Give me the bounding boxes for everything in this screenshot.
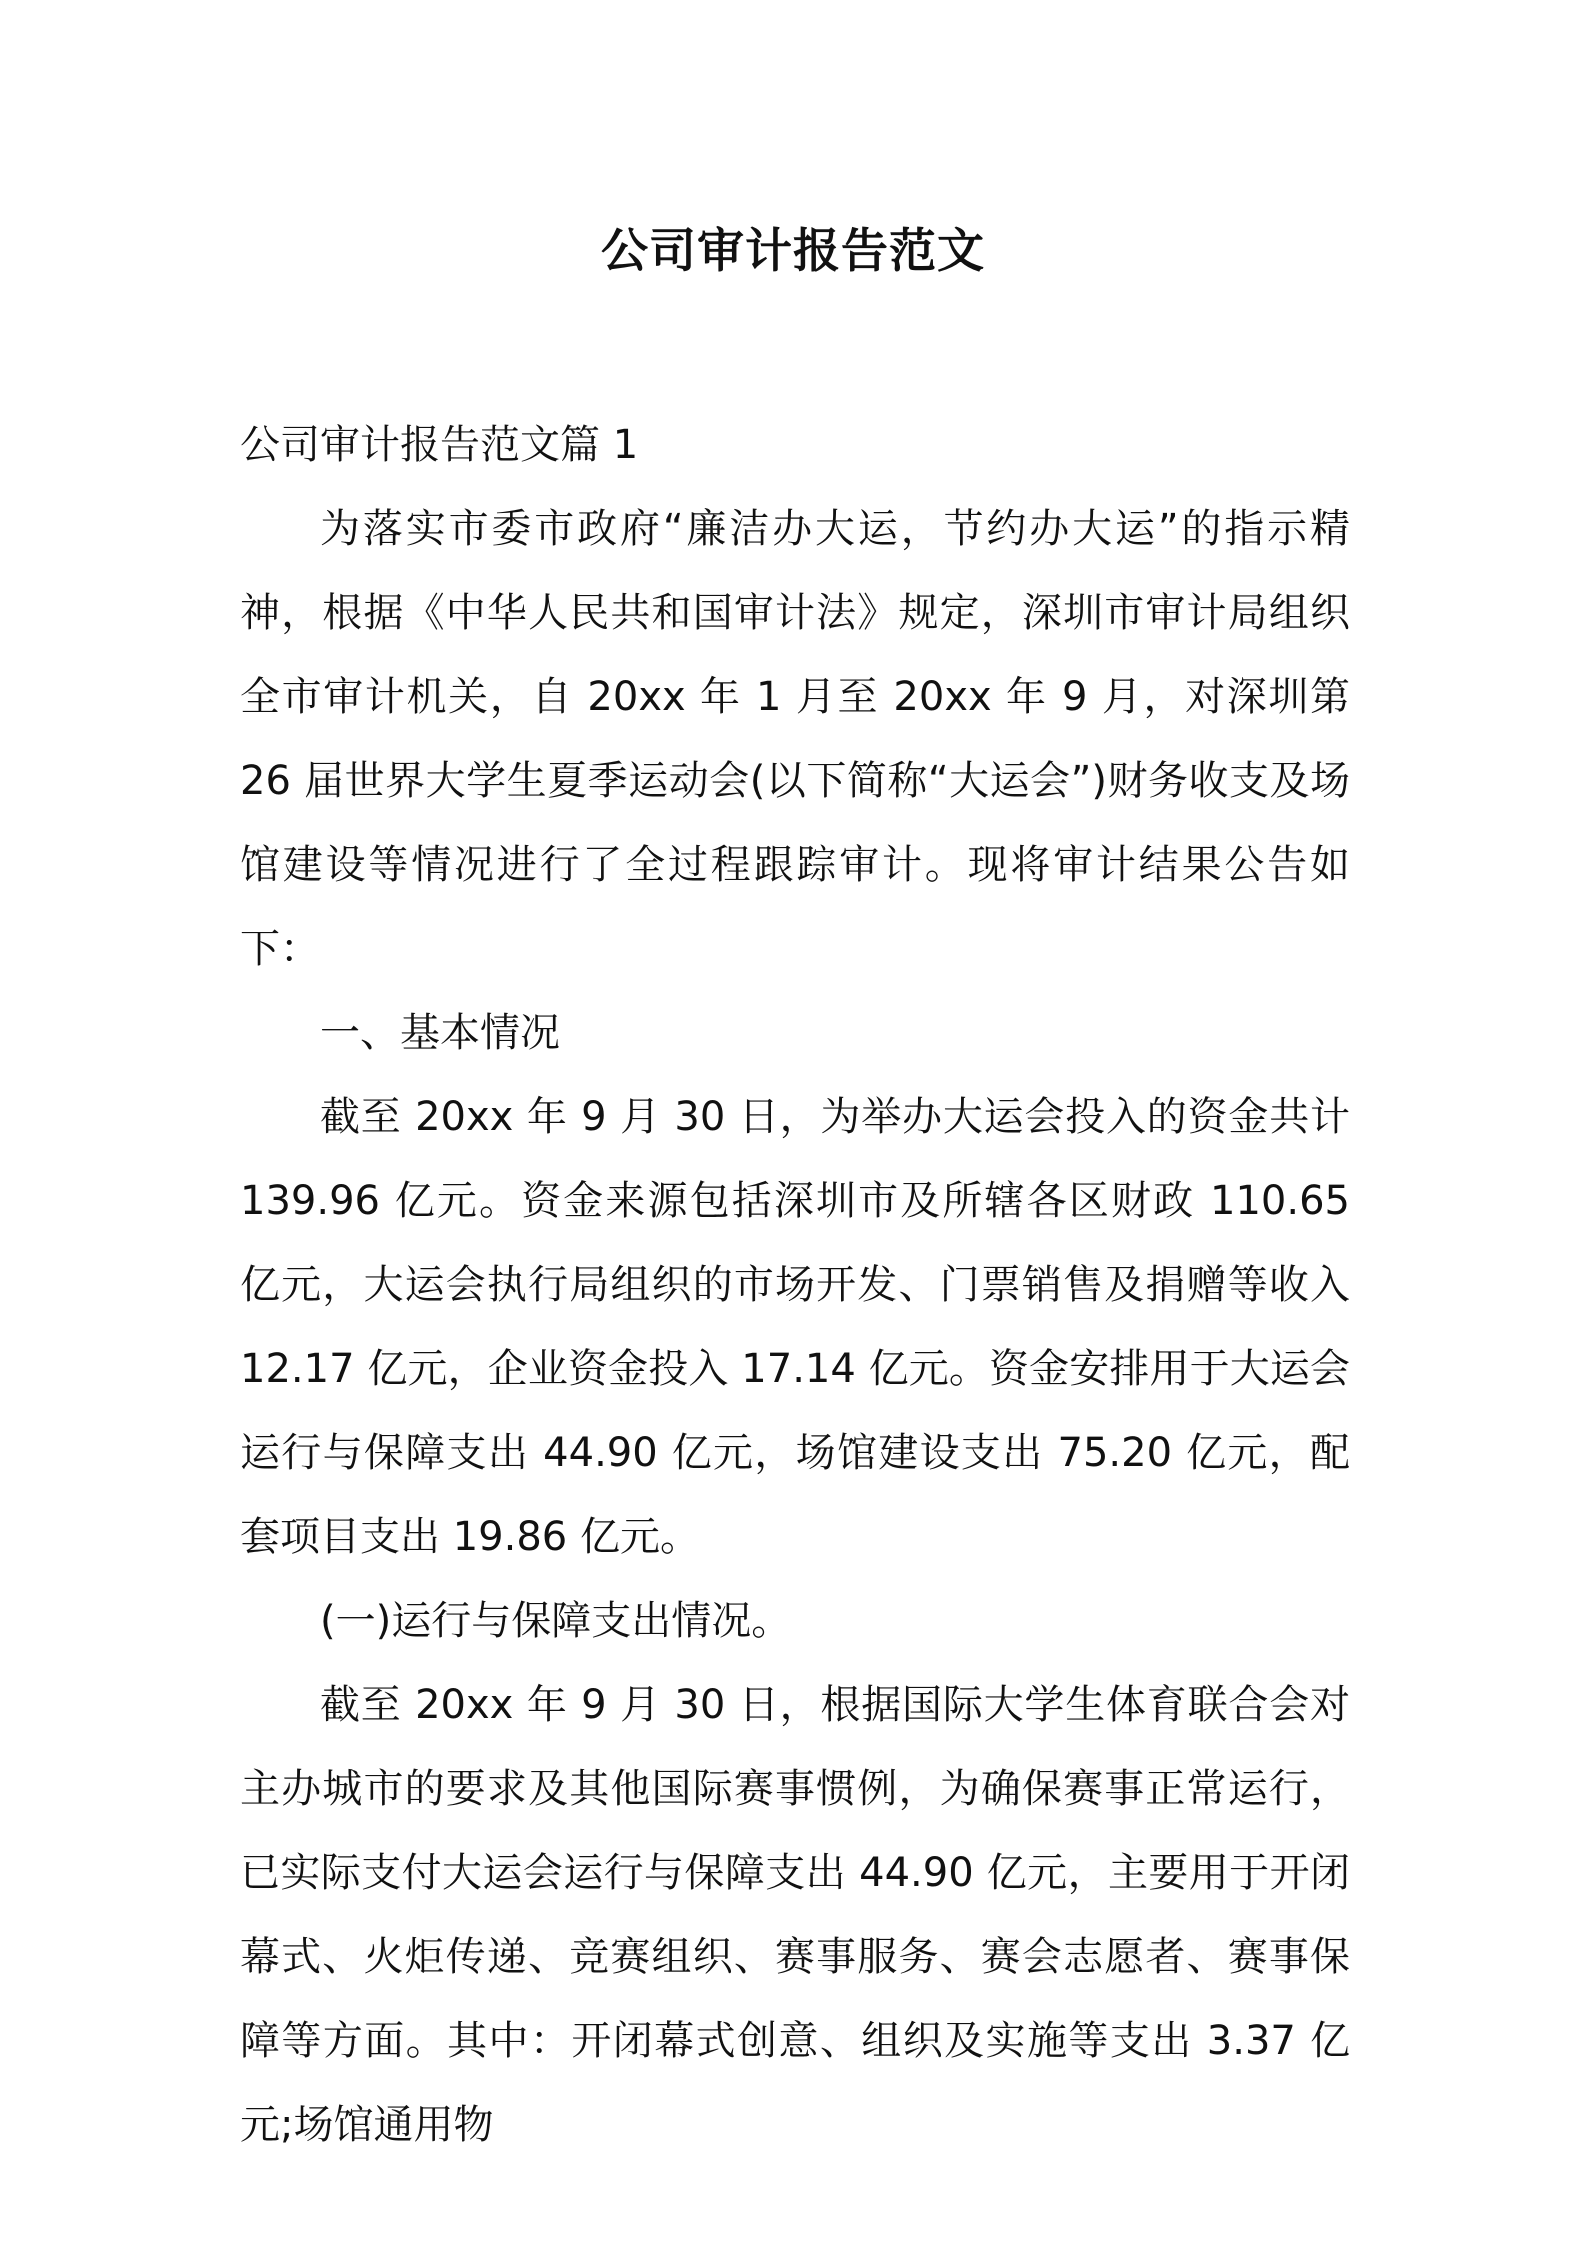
document-body xyxy=(240,403,1350,2167)
paragraph-operations-heading: (一)运行与保障支出情况。 xyxy=(320,1598,792,1644)
paragraph-funding: 截至 20xx 年 9 月 30 日，为举办大运会投入的资金共计 139.96 亿元。资金来源包括深圳市及所辖各区财政 110.65 亿元，大运会执行局组织的市场开发、门票销售及捐赠等收入 12.17 亿元，企业资金投入 17.14 亿元。资金安排用于大运会运行与保障支出 44.90 亿元，场馆建设支出 75.20 亿元，配套项目支出 19.86 亿元。 xyxy=(240,1094,1350,1560)
section-heading: 公司审计报告范文篇 1 xyxy=(240,422,639,468)
paragraph-intro: 为落实市委市政府“廉洁办大运，节约办大运”的指示精神，根据《中华人民共和国审计法》规定，深圳市审计局组织全市审计机关，自 20xx 年 1 月至 20xx 年 9 月，对深圳第 26 届世界大学生夏季运动会(以下简称“大运会”)财务收支及场馆建设等情况进行了全过程跟踪审计。现将审计结果公告如下： xyxy=(240,506,1350,972)
document-title: 公司审计报告范文 xyxy=(601,224,985,279)
paragraph-operations-detail: 截至 20xx 年 9 月 30 日，根据国际大学生体育联合会对主办城市的要求及其他国际赛事惯例，为确保赛事正常运行，已实际支付大运会运行与保障支出 44.90 亿元，主要用于开闭幕式、火炬传递、竞赛组织、赛事服务、赛会志愿者、赛事保障等方面。其中：开闭幕式创意、组织及实施等支出 3.37 亿元;场馆通用物 xyxy=(240,1682,1350,2148)
paragraph-basic-situation-heading: 一、基本情况 xyxy=(320,1010,560,1056)
